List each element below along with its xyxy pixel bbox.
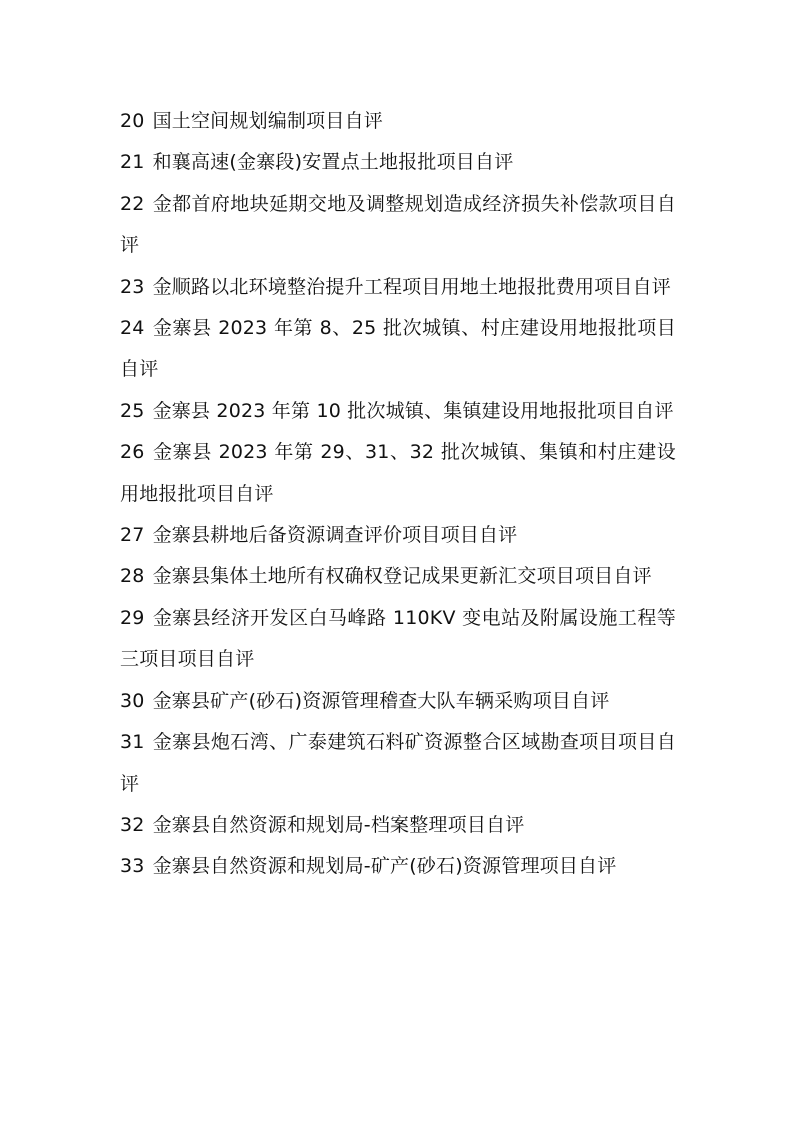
- item-text: 金寨县矿产(砂石)资源管理稽查大队车辆采购项目自评: [152, 689, 610, 712]
- item-number: 30: [120, 689, 145, 712]
- list-item: [120, 515, 676, 556]
- list-item: [120, 432, 676, 515]
- item-number: 24: [120, 317, 145, 340]
- item-text: 金寨县经济开发区白马峰路 110KV 变电站及附属设施工程等三项目项目自评: [120, 606, 676, 671]
- item-text: 和襄高速(金寨段)安置点土地报批项目自评: [152, 151, 514, 174]
- item-text: 金寨县炮石湾、广泰建筑石料矿资源整合区域勘查项目项目自评: [120, 731, 676, 795]
- list-item: [120, 391, 676, 432]
- list-item: [120, 101, 676, 142]
- list-item: [120, 846, 676, 887]
- item-number: 31: [120, 731, 145, 754]
- item-number: 26: [120, 441, 145, 464]
- item-number: 20: [120, 110, 145, 132]
- list-item: [120, 681, 676, 722]
- item-text: 金寨县 2023 年第 29、31、32 批次城镇、集镇和村庄建设用地报批项目自评: [120, 441, 676, 505]
- list-item: [120, 805, 676, 846]
- list-item: [120, 556, 676, 597]
- item-text: 金都首府地块延期交地及调整规划造成经济损失补偿款项目自评: [120, 192, 676, 257]
- item-number: 32: [120, 813, 145, 836]
- project-list: [120, 101, 676, 888]
- item-number: 22: [120, 192, 145, 215]
- item-text: 金寨县 2023 年第 8、25 批次城镇、村庄建设用地报批项目自评: [120, 317, 676, 381]
- list-item: [120, 142, 676, 183]
- item-number: 33: [120, 855, 145, 878]
- list-item: [120, 267, 676, 308]
- item-text: 金寨县自然资源和规划局-矿产(砂石)资源管理项目自评: [152, 855, 617, 878]
- item-number: 29: [120, 606, 145, 629]
- item-number: 27: [120, 524, 145, 547]
- item-number: 25: [120, 399, 145, 422]
- item-number: 23: [120, 275, 145, 298]
- item-text: 金顺路以北环境整治提升工程项目用地土地报批费用项目自评: [152, 275, 671, 298]
- list-item: [120, 184, 676, 267]
- list-item: [120, 308, 676, 391]
- item-number: 21: [120, 151, 145, 174]
- item-text: 金寨县 2023 年第 10 批次城镇、集镇建设用地报批项目自评: [152, 399, 674, 422]
- item-text: 国土空间规划编制项目自评: [152, 110, 383, 132]
- list-item: [120, 598, 676, 681]
- item-text: 金寨县集体土地所有权确权登记成果更新汇交项目项目自评: [152, 565, 652, 588]
- item-text: 金寨县耕地后备资源调查评价项目项目自评: [152, 524, 518, 547]
- item-text: 金寨县自然资源和规划局-档案整理项目自评: [152, 813, 525, 836]
- item-number: 28: [120, 565, 145, 588]
- list-item: [120, 722, 676, 805]
